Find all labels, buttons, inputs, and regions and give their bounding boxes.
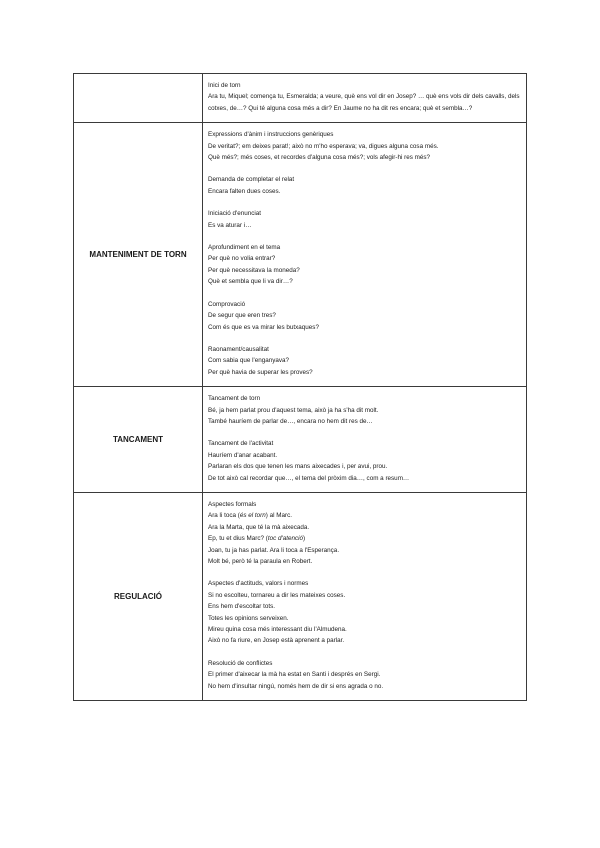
row-label-cell xyxy=(74,387,203,493)
example-line: El primer d'aixecar la mà ha estat en Santi i després en Sergi. xyxy=(208,671,381,679)
example-line: De tot això cal recordar que…, el tema del pròxim dia…, com a resum… xyxy=(208,474,410,482)
example-line: Per què havia de superar les proves? xyxy=(208,368,313,376)
strategy-section xyxy=(208,438,520,484)
table-row xyxy=(74,492,527,700)
example-line: Ara tu, Miquel; comença tu, Esmeralda; a veure, què ens vol dir en Josep? … què ens vols dir dels cavalls, dels cotxes, de…? Qui té alguna cosa més a dir? En Jaume no ha dit res encara; què et sembla…? xyxy=(208,93,520,112)
example-line: Què més?; més coses, et recordes d'alguna cosa més?; vols afegir-hi res més? xyxy=(208,154,431,162)
line-emphasis: toc d'atenció xyxy=(267,535,304,543)
section-heading: Expressions d'ànim i instruccions genèriques xyxy=(208,131,334,139)
example-line: Per què necessitava la moneda? xyxy=(208,266,300,274)
example-line: Totes les opinions serveixen. xyxy=(208,614,289,622)
example-line: Com és que es va mirar les butxaques? xyxy=(208,323,319,331)
example-line: De veritat?; em deixes parat!; això no m'ho esperava; va, digues alguna cosa més. xyxy=(208,142,439,150)
line-text: Ep, tu et dius Marc? ( xyxy=(208,535,268,543)
section-heading: Tancament de torn xyxy=(208,395,261,403)
strategy-section xyxy=(208,499,520,567)
section-heading: Tancament de l'activitat xyxy=(208,440,274,448)
section-heading: Aspectes formals xyxy=(208,500,257,508)
example-line: Mireu quina cosa més interessant diu l'Almudena. xyxy=(208,626,347,634)
strategy-section xyxy=(208,344,520,378)
section-heading: Raonament/causalitat xyxy=(208,345,269,353)
strategy-section xyxy=(208,208,520,231)
row-label: MANTENIMENT DE TORN xyxy=(89,249,187,259)
table-row xyxy=(74,387,527,493)
strategy-section xyxy=(208,299,520,333)
strategy-section xyxy=(208,578,520,646)
example-line: Hauríem d'anar acabant. xyxy=(208,451,278,459)
example-line: També hauríem de parlar de…, encara no hem dit res de… xyxy=(208,417,373,425)
example-line: Ens hem d'escoltar tots. xyxy=(208,603,275,611)
example-line: Per què no volia entrar? xyxy=(208,255,276,263)
example-line: Això no fa riure, en Josep està aprenent a parlar. xyxy=(208,637,345,645)
strategy-section xyxy=(208,174,520,197)
strategy-section xyxy=(208,393,520,427)
example-line: Si no escolteu, tornareu a dir les mateixes coses. xyxy=(208,591,346,599)
line-text: ) al Marc. xyxy=(265,512,293,520)
row-label: REGULACIÓ xyxy=(114,591,162,601)
example-line: Encara falten dues coses. xyxy=(208,187,281,195)
example-line: Què et sembla que li va dir…? xyxy=(208,278,293,286)
section-heading: Iniciació d'enunciat xyxy=(208,210,262,218)
row-content-cell xyxy=(203,492,527,700)
line-text: ) xyxy=(303,535,306,543)
example-line: Ara la Marta, que té la mà aixecada. xyxy=(208,523,310,531)
strategy-section xyxy=(208,80,520,114)
example-line: Joan, tu ja has parlat. Ara li toca a l'Esperança. xyxy=(208,546,340,554)
line-text: Ara li toca ( xyxy=(208,512,240,520)
section-heading: Demanda de completar el relat xyxy=(208,176,295,184)
example-line xyxy=(208,533,520,544)
row-content-cell xyxy=(203,74,527,123)
row-content-cell xyxy=(203,387,527,493)
row-label-cell xyxy=(74,492,203,700)
strategies-table xyxy=(73,73,527,701)
example-line: Bé, ja hem parlat prou d'aquest tema, això ja ha s'ha dit molt. xyxy=(208,406,379,414)
strategy-section xyxy=(208,242,520,288)
section-heading: Inici de torn xyxy=(208,82,241,89)
section-heading: Aprofundiment en el tema xyxy=(208,244,281,252)
example-line xyxy=(208,510,520,521)
example-line: De segur que eren tres? xyxy=(208,312,276,320)
example-line: Parlaran els dos que tenen les mans aixecades i, per avui, prou. xyxy=(208,463,388,471)
strategy-section xyxy=(208,658,520,692)
section-heading: Comprovació xyxy=(208,300,246,308)
row-label: TANCAMENT xyxy=(112,434,164,444)
example-line: Molt bé, però té la paraula en Robert. xyxy=(208,558,313,565)
row-label-cell xyxy=(74,123,203,387)
row-content-cell xyxy=(203,123,527,387)
table-row xyxy=(74,123,527,387)
example-line: No hem d'insultar ningú, només hem de dir si ens agrada o no. xyxy=(208,682,384,690)
example-line: Es va aturar i… xyxy=(208,221,252,229)
strategy-section xyxy=(208,129,520,163)
line-emphasis: és el torn xyxy=(239,512,266,520)
example-line: Com sabia que l'enganyava? xyxy=(208,357,290,365)
section-heading: Aspectes d'actituds, valors i normes xyxy=(208,580,309,588)
section-heading: Resolució de conflictes xyxy=(208,659,273,667)
table-row xyxy=(74,74,527,123)
row-label-cell xyxy=(74,74,203,123)
